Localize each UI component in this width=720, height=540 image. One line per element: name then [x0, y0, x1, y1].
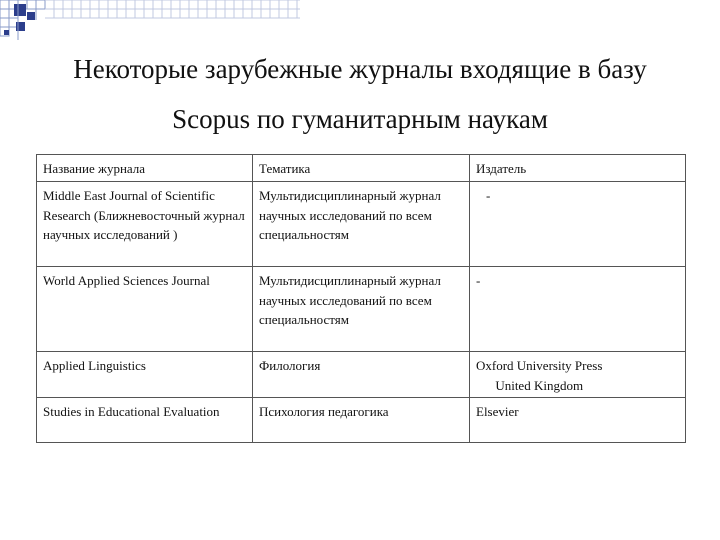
topic-cell: Мультидисциплинарный журнал научных исследований по всем специальностям [253, 267, 470, 352]
publisher-value [476, 356, 602, 395]
publisher-cell: Elsevier [470, 398, 686, 443]
table-row [37, 267, 686, 352]
table-row [37, 182, 686, 267]
table-header-row [37, 155, 686, 182]
journal-name-cell: Studies in Educational Evaluation [37, 398, 253, 443]
publisher-value: - [486, 188, 491, 203]
publisher-cell: - [470, 267, 686, 352]
journals-table-container [36, 154, 684, 443]
journal-name-cell: Middle East Journal of Scientific Research (Ближневосточный журнал научных исследований ) [37, 182, 253, 267]
topic-cell: Филология [253, 352, 470, 398]
publisher-cell [470, 352, 686, 398]
journals-table [36, 154, 686, 443]
header-publisher: Издатель [470, 155, 686, 182]
table-row [37, 352, 686, 398]
journal-name-cell: World Applied Sciences Journal [37, 267, 253, 352]
publisher-line-1: Oxford University Press [476, 358, 603, 373]
journal-name-cell: Applied Linguistics [37, 352, 253, 398]
publisher-line-2: United Kingdom [495, 377, 584, 393]
header-topic: Тематика [253, 155, 470, 182]
title-line-2: Scopus по гуманитарным наукам [172, 104, 548, 134]
header-journal-name: Название журнала [37, 155, 253, 182]
table-row [37, 398, 686, 443]
corner-decoration [0, 0, 300, 40]
topic-cell: Психология педагогика [253, 398, 470, 443]
slide-title [0, 44, 720, 144]
title-line-1: Некоторые зарубежные журналы входящие в базу [73, 54, 647, 84]
publisher-cell [470, 182, 686, 267]
topic-cell: Мультидисциплинарный журнал научных исследований по всем специальностям [253, 182, 470, 267]
